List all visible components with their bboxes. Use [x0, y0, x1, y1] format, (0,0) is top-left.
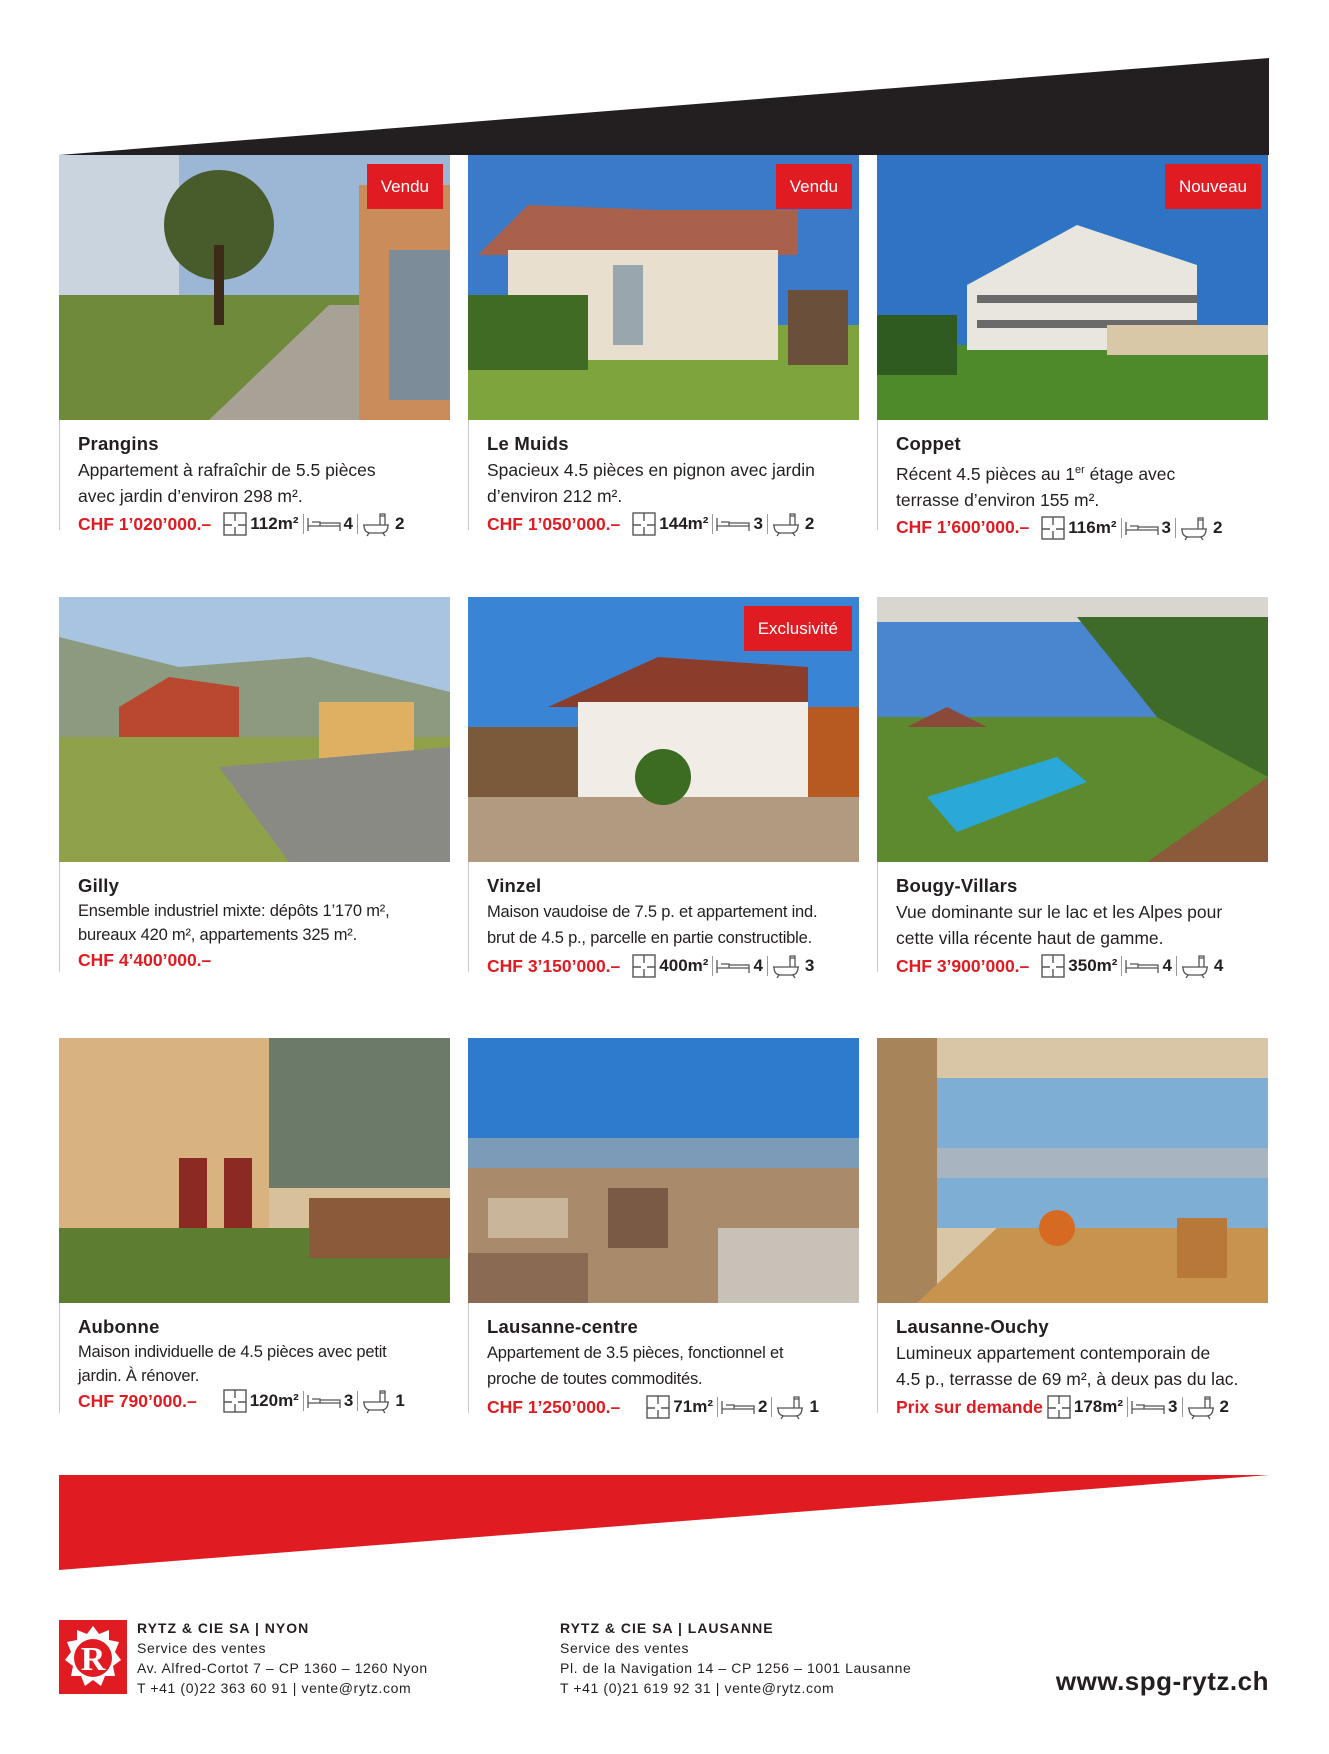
area-unit: m² [687, 514, 709, 533]
bathtub-icon [1179, 515, 1209, 541]
description-line: Récent 4.5 pièces au 1er étage avec [896, 463, 1176, 484]
listing-price: CHF 3’900’000.– [896, 955, 1030, 976]
price-row [78, 511, 450, 537]
price-row [487, 511, 859, 537]
area-unit: m² [1096, 956, 1118, 975]
bedrooms-value: 3 [1161, 517, 1171, 537]
bathrooms-spec [1179, 515, 1222, 541]
bedrooms-value: 2 [757, 1397, 768, 1416]
listing-description [896, 1340, 1268, 1392]
listing-description [487, 457, 859, 509]
description-line: d’environ 212 m². [487, 486, 623, 506]
property-photo[interactable] [59, 597, 450, 862]
bedrooms-spec [716, 514, 762, 534]
office-name: RYTZ & CIE SA | NYON [137, 1620, 310, 1636]
price-row [896, 953, 1268, 979]
listing-description [487, 1340, 859, 1392]
office-service: Service des ventes [560, 1640, 690, 1656]
listing-info [59, 862, 450, 972]
description-line: terrasse d’environ 155 m². [896, 489, 1100, 510]
listing-info [59, 420, 450, 534]
bathrooms-spec [361, 1388, 404, 1414]
floor-plan-icon [646, 1395, 670, 1419]
bedrooms-spec [716, 956, 762, 976]
bathtub-icon [361, 1388, 391, 1414]
bathtub-icon [1180, 953, 1210, 979]
area-value: 144 [659, 514, 688, 533]
description-line: Spacieux 4.5 pièces en pignon avec jardin [487, 460, 815, 480]
listing-description [78, 457, 450, 509]
price-row [78, 947, 450, 973]
bathrooms-value: 4 [1213, 956, 1224, 975]
description-line: Maison individuelle de 4.5 pièces avec petit [78, 1343, 387, 1361]
bedrooms-spec [721, 1397, 767, 1417]
listing-city: Lausanne-Ouchy [896, 1316, 1049, 1337]
listing-card[interactable] [59, 155, 450, 534]
area-value: 116 [1068, 517, 1096, 537]
bottom-banner-wedge [0, 1470, 1329, 1590]
listing-price: Prix sur demande [896, 1396, 1043, 1417]
description-line: proche de toutes commodités. [487, 1370, 703, 1388]
listing-card[interactable] [468, 597, 859, 976]
listing-description [896, 899, 1268, 951]
listing-city: Le Muids [487, 433, 569, 454]
description-line: Maison vaudoise de 7.5 p. et appartement ind. [487, 903, 818, 921]
office-service: Service des ventes [137, 1640, 267, 1656]
bedrooms-value: 3 [1168, 1397, 1178, 1416]
rytz-logo [59, 1620, 127, 1694]
area-unit: m² [1102, 1397, 1124, 1416]
floor-plan-icon [1041, 516, 1065, 540]
description-line: bureaux 420 m², appartements 325 m². [78, 926, 357, 944]
description-line: cette villa récente haut de gamme. [896, 928, 1164, 948]
price-row [487, 953, 859, 979]
bed-icon [307, 516, 341, 532]
office-address: Av. Alfred-Cortot 7 – CP 1360 – 1260 Nyon [137, 1660, 428, 1676]
listing-info [468, 862, 859, 976]
area-spec [223, 1389, 299, 1413]
property-photo[interactable] [468, 1038, 859, 1303]
listing-description [78, 1340, 450, 1388]
listing-card[interactable] [59, 597, 450, 972]
floor-plan-icon [632, 954, 656, 978]
property-photo[interactable] [59, 155, 450, 420]
listing-card[interactable] [877, 155, 1268, 538]
status-badge: Nouveau [1165, 164, 1261, 209]
listing-card[interactable] [877, 597, 1268, 976]
bathtub-icon [771, 953, 801, 979]
listing-card[interactable] [468, 1038, 859, 1417]
listing-description [896, 457, 1268, 513]
bathrooms-spec [775, 1394, 818, 1420]
bedrooms-value: 4 [753, 956, 763, 975]
listing-info [59, 1303, 450, 1413]
bathrooms-spec [771, 953, 814, 979]
bed-icon [307, 1393, 341, 1409]
bathrooms-spec [1180, 953, 1223, 979]
price-row [896, 1394, 1268, 1420]
bedrooms-spec [307, 1391, 353, 1411]
top-banner-wedge [0, 0, 1329, 160]
area-value: 178 [1073, 1397, 1103, 1416]
bed-icon [1125, 520, 1159, 536]
bathrooms-spec [361, 511, 404, 537]
description-line: avec jardin d’environ 298 m². [78, 486, 303, 506]
listing-card[interactable] [877, 1038, 1268, 1417]
area-value: 120 [249, 1391, 279, 1410]
listing-city: Coppet [896, 433, 961, 454]
property-photo[interactable] [877, 1038, 1268, 1303]
bathrooms-value: 2 [394, 514, 405, 533]
property-photo[interactable] [59, 1038, 450, 1303]
price-row [896, 515, 1268, 541]
bed-icon [721, 1399, 755, 1415]
floor-plan-icon [632, 512, 656, 536]
bedrooms-spec [1125, 518, 1171, 538]
bathrooms-value: 2 [1212, 517, 1223, 537]
listing-price: CHF 790’000.– [78, 1390, 197, 1411]
listing-price: CHF 1’250’000.– [487, 1396, 621, 1417]
status-badge: Vendu [776, 164, 852, 209]
logo-letter: R [80, 1641, 106, 1678]
listing-info [468, 420, 859, 534]
property-photo[interactable] [877, 597, 1268, 862]
bed-icon [716, 516, 750, 532]
bathrooms-spec [1186, 1394, 1229, 1420]
office-address: Pl. de la Navigation 14 – CP 1256 – 1001 Lausanne [560, 1660, 912, 1676]
listing-description [78, 899, 450, 947]
bedrooms-spec [1131, 1397, 1177, 1417]
listing-info [468, 1303, 859, 1417]
listing-info [877, 420, 1268, 538]
listing-city: Lausanne-centre [487, 1316, 639, 1337]
price-row [78, 1388, 450, 1414]
description-line: Appartement de 3.5 pièces, fonctionnel et [487, 1344, 784, 1362]
floor-plan-icon [223, 512, 247, 536]
office-contact[interactable]: T +41 (0)22 363 60 91 | vente@rytz.com [137, 1680, 412, 1696]
area-value: 112 [250, 514, 278, 533]
listing-info [877, 1303, 1268, 1417]
floor-plan-icon [1041, 954, 1065, 978]
area-unit: m² [1095, 517, 1117, 537]
bathrooms-spec [771, 511, 814, 537]
area-unit: m² [687, 956, 709, 975]
bed-icon [1131, 1399, 1165, 1415]
area-spec [646, 1395, 713, 1419]
listing-price: CHF 1’600’000.– [896, 517, 1030, 538]
description-line: brut de 4.5 p., parcelle en partie constructible. [487, 929, 812, 947]
area-unit: m² [692, 1397, 713, 1416]
property-photo[interactable] [877, 155, 1268, 420]
floor-plan-icon [223, 1389, 247, 1413]
office-contact[interactable]: T +41 (0)21 619 92 31 | vente@rytz.com [560, 1680, 835, 1696]
description-line: Appartement à rafraîchir de 5.5 pièces [78, 460, 376, 480]
bathrooms-value: 1 [809, 1397, 819, 1416]
area-spec [1041, 954, 1117, 978]
listing-info [877, 862, 1268, 976]
listing-city: Aubonne [78, 1316, 160, 1337]
bedrooms-value: 3 [753, 514, 763, 533]
area-unit: m² [278, 1391, 299, 1410]
description-line: jardin. À rénover. [78, 1367, 200, 1385]
bathtub-icon [775, 1394, 805, 1420]
area-spec [1041, 516, 1116, 540]
price-row [487, 1394, 859, 1420]
listing-city: Bougy-Villars [896, 875, 1018, 896]
listing-price: CHF 4’400’000.– [78, 949, 212, 970]
bed-icon [1125, 958, 1159, 974]
website-link[interactable]: www.spg-rytz.ch [1055, 1666, 1269, 1696]
area-unit: m² [277, 514, 299, 533]
bedrooms-value: 3 [343, 1391, 354, 1410]
description-line: Lumineux appartement contemporain de [896, 1343, 1211, 1363]
listing-description [487, 899, 859, 951]
description-line: 4.5 p., terrasse de 69 m², à deux pas du lac. [896, 1369, 1239, 1389]
bedrooms-value: 4 [343, 514, 353, 533]
area-value: 71 [673, 1397, 693, 1416]
bathrooms-value: 3 [804, 956, 815, 975]
listing-price: CHF 1’050’000.– [487, 513, 621, 534]
property-photo[interactable] [468, 155, 859, 420]
area-value: 400 [659, 956, 688, 975]
office-name: RYTZ & CIE SA | LAUSANNE [560, 1620, 774, 1636]
office-nyon [137, 1618, 428, 1698]
bathtub-icon [771, 511, 801, 537]
listing-city: Prangins [78, 433, 159, 454]
area-spec [632, 954, 708, 978]
bedrooms-spec [307, 514, 353, 534]
floor-plan-icon [1047, 1395, 1071, 1419]
description-line: Vue dominante sur le lac et les Alpes pour [896, 902, 1223, 922]
listing-price: CHF 3’150’000.– [487, 955, 621, 976]
description-line: Ensemble industriel mixte: dépôts 1’170 m², [78, 902, 390, 920]
area-value: 350 [1068, 956, 1097, 975]
bathtub-icon [1186, 1394, 1216, 1420]
office-lausanne [560, 1618, 911, 1698]
area-spec [1047, 1395, 1123, 1419]
status-badge: Vendu [367, 164, 443, 209]
bathrooms-value: 2 [804, 514, 815, 533]
bedrooms-value: 4 [1162, 956, 1172, 975]
property-photo[interactable] [468, 597, 859, 862]
bathrooms-value: 2 [1219, 1397, 1229, 1416]
listing-city: Gilly [78, 875, 120, 896]
area-spec [632, 512, 708, 536]
listing-card[interactable] [59, 1038, 450, 1413]
bathrooms-value: 1 [395, 1391, 405, 1410]
status-badge: Exclusivité [744, 606, 852, 651]
bedrooms-spec [1125, 956, 1171, 976]
bed-icon [716, 958, 750, 974]
listing-card[interactable] [468, 155, 859, 534]
bathtub-icon [361, 511, 391, 537]
area-spec [223, 512, 298, 536]
listing-city: Vinzel [487, 875, 542, 896]
listing-price: CHF 1’020’000.– [78, 513, 212, 534]
